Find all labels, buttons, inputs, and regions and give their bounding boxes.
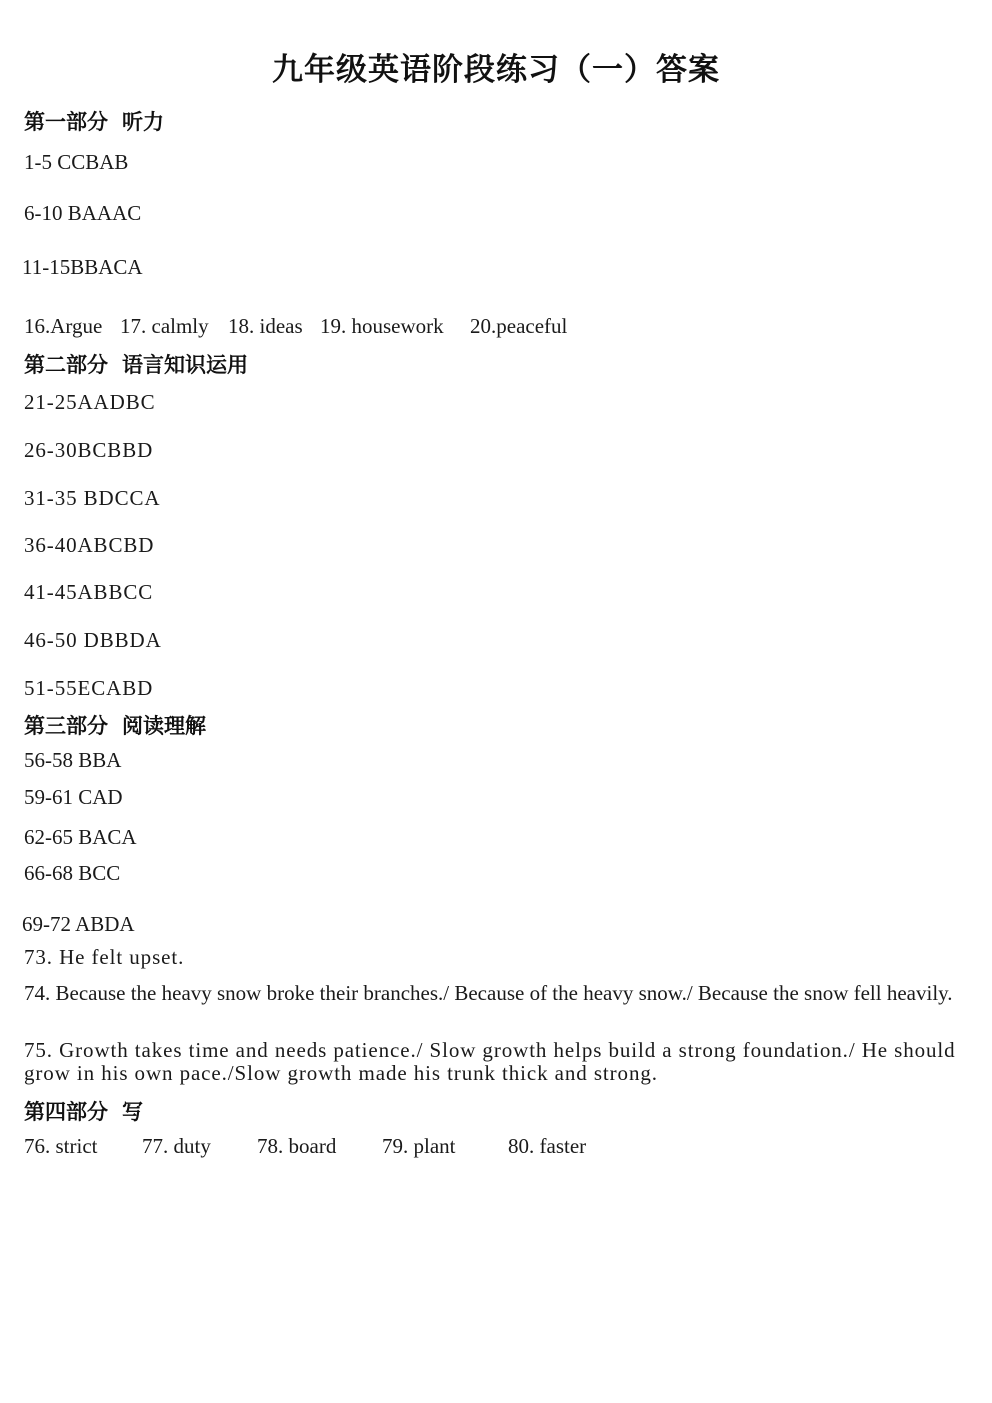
answer-line: 69-72 ABDA: [22, 912, 135, 936]
section-label: 第三部分: [24, 714, 108, 738]
section-label: 第四部分: [24, 1100, 108, 1124]
answer-line: 36-40ABCBD: [24, 533, 155, 557]
page-title: 九年级英语阶段练习（一）答案: [272, 52, 720, 88]
answer-paragraph: 74. Because the heavy snow broke their branches./ Because of the heavy snow./ Because the snow fell heavily.: [24, 981, 953, 1005]
answer-line: 1-5 CCBAB: [24, 150, 129, 174]
section-name: 语言知识运用: [122, 353, 248, 377]
section-heading-listening: [24, 106, 164, 136]
section-name: 听力: [122, 110, 164, 134]
section-label: 第一部分: [24, 110, 108, 134]
fill-answer: 76. strict: [24, 1134, 98, 1158]
fill-answer: 78. board: [257, 1134, 337, 1158]
answer-line: 51-55ECABD: [24, 676, 154, 700]
section-heading-reading: [24, 710, 206, 740]
answer-line: 41-45ABBCC: [24, 580, 154, 604]
answer-line: 11-15BBACA: [22, 255, 143, 279]
answer-line: 6-10 BAAAC: [24, 201, 142, 225]
section-heading-writing: [24, 1096, 143, 1126]
answer-line: 21-25AADBC: [24, 390, 156, 414]
section-label: 第二部分: [24, 353, 108, 377]
answer-line: 31-35 BDCCA: [24, 486, 161, 510]
answer-line: 26-30BCBBD: [24, 438, 154, 462]
fill-answer: 18. ideas: [228, 314, 303, 338]
answer-paragraph: 75. Growth takes time and needs patience./ Slow growth helps build a strong foundation./ He should grow in his own pace./Slow growth made his trunk thick and strong.: [24, 1038, 956, 1085]
section-heading-language: [24, 349, 248, 379]
answer-line: 59-61 CAD: [24, 785, 123, 809]
answer-line: 46-50 DBBDA: [24, 628, 162, 652]
section-name: 写: [122, 1100, 143, 1124]
fill-answer: 20.peaceful: [470, 314, 568, 338]
fill-answer: 16.Argue: [24, 314, 103, 338]
section-name: 阅读理解: [122, 714, 206, 738]
fill-answer: 79. plant: [382, 1134, 456, 1158]
fill-answer: 17. calmly: [120, 314, 209, 338]
fill-answer: 19. housework: [320, 314, 444, 338]
answer-line: 66-68 BCC: [24, 861, 121, 885]
answer-line: 62-65 BACA: [24, 825, 137, 849]
answer-line: 73. He felt upset.: [24, 945, 185, 969]
fill-answer: 80. faster: [508, 1134, 587, 1158]
answer-line: 56-58 BBA: [24, 748, 122, 772]
fill-answer: 77. duty: [142, 1134, 211, 1158]
